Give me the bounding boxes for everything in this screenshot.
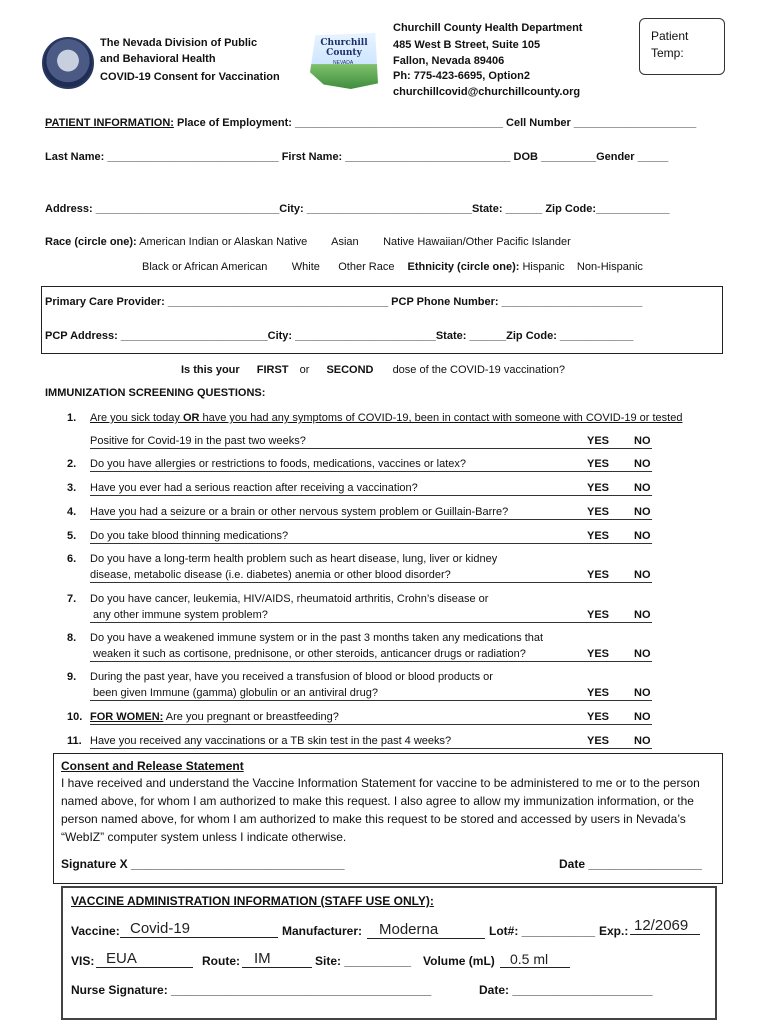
question-1-text-cont: Positive for Covid-19 in the past two weeks? — [90, 435, 306, 447]
question-number: 3. — [67, 482, 77, 494]
answer-line — [90, 582, 652, 583]
answer-line — [90, 543, 652, 544]
question-9-text-cont: been given Immune (gamma) globulin or an antiviral drug? — [93, 687, 378, 699]
no-option[interactable]: NO — [634, 506, 651, 518]
logo-text: Churchill County — [320, 38, 368, 58]
question-2-text: Do you have allergies or restrictions to foods, medications, vaccines or latex? — [90, 458, 467, 470]
vis-label: VIS: — [71, 954, 95, 968]
ethnicity-options[interactable]: Hispanic Non-Hispanic — [522, 261, 643, 273]
patient-temp-label: Patient Temp: — [651, 29, 689, 60]
dose-or: or — [299, 364, 310, 376]
dose-prefix: Is this your — [181, 364, 240, 376]
yes-option[interactable]: YES — [587, 506, 610, 518]
race-label: Race (circle one): — [45, 236, 137, 248]
question-8-text-cont: weaken it such as cortisone, prednisone, or other steroids, anticancer drugs or radiation? — [93, 648, 526, 660]
admin-date-field[interactable]: Date: _____________________ — [479, 983, 653, 997]
race-options-row2[interactable]: Black or African American White Other Race — [142, 261, 395, 273]
consent-title: Consent and Release Statement — [61, 759, 244, 773]
answer-line — [90, 519, 652, 520]
vis-value[interactable]: EUA — [96, 950, 193, 968]
employment-cell-field[interactable]: Place of Employment: __________________________________ Cell Number ____________________ — [177, 117, 697, 129]
question-1-text: Are you sick today OR have you had any symptoms of COVID-19, been in contact with someone with COVID-19 or tested — [90, 412, 683, 424]
no-option[interactable]: NO — [634, 482, 651, 494]
manufacturer-value[interactable]: Moderna — [367, 921, 485, 939]
question-7-text-cont: any other immune system problem? — [93, 609, 268, 621]
ethnicity-label: Ethnicity (circle one): — [407, 261, 520, 273]
no-option[interactable]: NO — [634, 569, 651, 581]
question-9-text: During the past year, have you received a transfusion of blood or blood products or — [90, 671, 493, 683]
consent-date-field[interactable]: Date _________________ — [559, 857, 702, 871]
no-option[interactable]: NO — [634, 530, 651, 542]
form-title: COVID-19 Consent for Vaccination — [100, 71, 280, 83]
dept-phone: Ph: 775-423-6695, Option2 — [393, 70, 530, 82]
yes-option[interactable]: YES — [587, 482, 610, 494]
vaccine-label: Vaccine: — [71, 924, 120, 938]
question-number: 8. — [67, 632, 77, 644]
yes-option[interactable]: YES — [587, 530, 610, 542]
yes-option[interactable]: YES — [587, 609, 610, 621]
no-option[interactable]: NO — [634, 735, 651, 747]
answer-line — [90, 471, 652, 472]
volume-value[interactable]: 0.5 ml — [500, 951, 570, 968]
no-option[interactable]: NO — [634, 435, 651, 447]
question-number: 4. — [67, 506, 77, 518]
no-option[interactable]: NO — [634, 711, 651, 723]
answer-line — [90, 495, 652, 496]
question-7-text: Do you have cancer, leukemia, HIV/AIDS, rheumatoid arthritis, Crohn’s disease or — [90, 593, 489, 605]
route-label: Route: — [202, 954, 240, 968]
dept-city: Fallon, Nevada 89406 — [393, 55, 505, 67]
question-number: 7. — [67, 593, 77, 605]
vaccine-value[interactable]: Covid-19 — [120, 920, 278, 938]
question-6-text: Do you have a long-term health problem such as heart disease, lung, liver or kidney — [90, 553, 498, 565]
consent-statement: I have received and understand the Vaccine Information Statement for vaccine to be administered to me or to the person named above, for whom I am authorized to make this request. I also agree to allow my immunization information, or the person named above, for whom I am authorized to make this request to be stored and accessed by users in Nevada’s “WebIZ” computer system unless I indicate otherwise. — [61, 776, 700, 844]
name-dob-gender-field[interactable]: Last Name: ____________________________ First Name: ___________________________ DOB _________Gender _____ — [45, 151, 669, 163]
org-name-line2: and Behavioral Health — [100, 53, 216, 65]
no-option[interactable]: NO — [634, 609, 651, 621]
question-8-text: Do you have a weakened immune system or in the past 3 months taken any medications that — [90, 632, 544, 644]
dept-street: 485 West B Street, Suite 105 — [393, 39, 541, 51]
question-number: 1. — [67, 412, 77, 424]
answer-line — [90, 661, 652, 662]
pcp-address-field[interactable]: PCP Address: ________________________City: _______________________State: ______Zip Code: ____________ — [45, 330, 634, 342]
pcp-provider-phone-field[interactable]: Primary Care Provider: ____________________________________ PCP Phone Number: _______________________ — [45, 296, 643, 308]
question-4-text: Have you had a seizure or a brain or other nervous system problem or Guillain-Barre? — [90, 506, 509, 518]
exp-label: Exp.: — [599, 924, 629, 938]
nevada-state-seal — [42, 37, 94, 89]
yes-option[interactable]: YES — [587, 569, 610, 581]
patient-info-heading: PATIENT INFORMATION: — [45, 117, 174, 129]
yes-option[interactable]: YES — [587, 711, 610, 723]
dept-name: Churchill County Health Department — [393, 22, 583, 34]
site-field[interactable]: Site: __________ — [315, 954, 412, 968]
answer-line — [90, 748, 652, 749]
question-number: 6. — [67, 553, 77, 565]
yes-option[interactable]: YES — [587, 648, 610, 660]
dose-first-option[interactable]: FIRST — [256, 364, 289, 376]
volume-label: Volume (mL) — [423, 954, 495, 968]
question-5-text: Do you take blood thinning medications? — [90, 530, 289, 542]
question-3-text: Have you ever had a serious reaction after receiving a vaccination? — [90, 482, 418, 494]
exp-value[interactable]: 12/2069 — [630, 917, 700, 935]
address-field[interactable]: Address: ______________________________City: ___________________________State: ______ Zip Code:____________ — [45, 203, 670, 215]
vaccine-admin-title: VACCINE ADMINISTRATION INFORMATION (STAFF USE ONLY): — [71, 894, 434, 908]
signature-field[interactable]: Signature X ________________________________ — [61, 857, 345, 871]
screening-title: IMMUNIZATION SCREENING QUESTIONS: — [45, 387, 266, 399]
route-value[interactable]: IM — [242, 950, 312, 968]
logo-subtext: NEVADA — [333, 60, 354, 66]
yes-option[interactable]: YES — [587, 458, 610, 470]
yes-option[interactable]: YES — [587, 687, 610, 699]
org-name-line1: The Nevada Division of Public — [100, 37, 258, 49]
question-10-text: FOR WOMEN: Are you pregnant or breastfeeding? — [90, 711, 339, 723]
question-number: 9. — [67, 671, 77, 683]
answer-line — [90, 622, 652, 623]
question-number: 11. — [67, 735, 82, 747]
answer-line — [90, 700, 652, 701]
dose-second-option[interactable]: SECOND — [326, 364, 374, 376]
lot-field[interactable]: Lot#: ___________ — [489, 924, 596, 938]
race-options-row1[interactable]: American Indian or Alaskan Native Asian Native Hawaiian/Other Pacific Islander — [139, 236, 571, 248]
question-number: 10. — [67, 711, 83, 723]
answer-line — [90, 724, 652, 725]
answer-line — [90, 448, 652, 449]
question-11-text: Have you received any vaccinations or a TB skin test in the past 4 weeks? — [90, 735, 452, 747]
no-option[interactable]: NO — [634, 648, 651, 660]
yes-option[interactable]: YES — [587, 435, 610, 447]
dose-suffix: dose of the COVID-19 vaccination? — [392, 364, 565, 376]
nurse-signature-field[interactable]: Nurse Signature: _______________________________________ — [71, 983, 432, 997]
dept-email: churchillcovid@churchillcounty.org — [393, 86, 581, 98]
question-number: 2. — [67, 458, 77, 470]
question-number: 5. — [67, 530, 77, 542]
no-option[interactable]: NO — [634, 458, 651, 470]
manufacturer-label: Manufacturer: — [282, 924, 363, 938]
question-6-text-cont: disease, metabolic disease (i.e. diabetes) anemia or other blood disorder? — [90, 569, 451, 581]
no-option[interactable]: NO — [634, 687, 651, 699]
yes-option[interactable]: YES — [587, 735, 610, 747]
